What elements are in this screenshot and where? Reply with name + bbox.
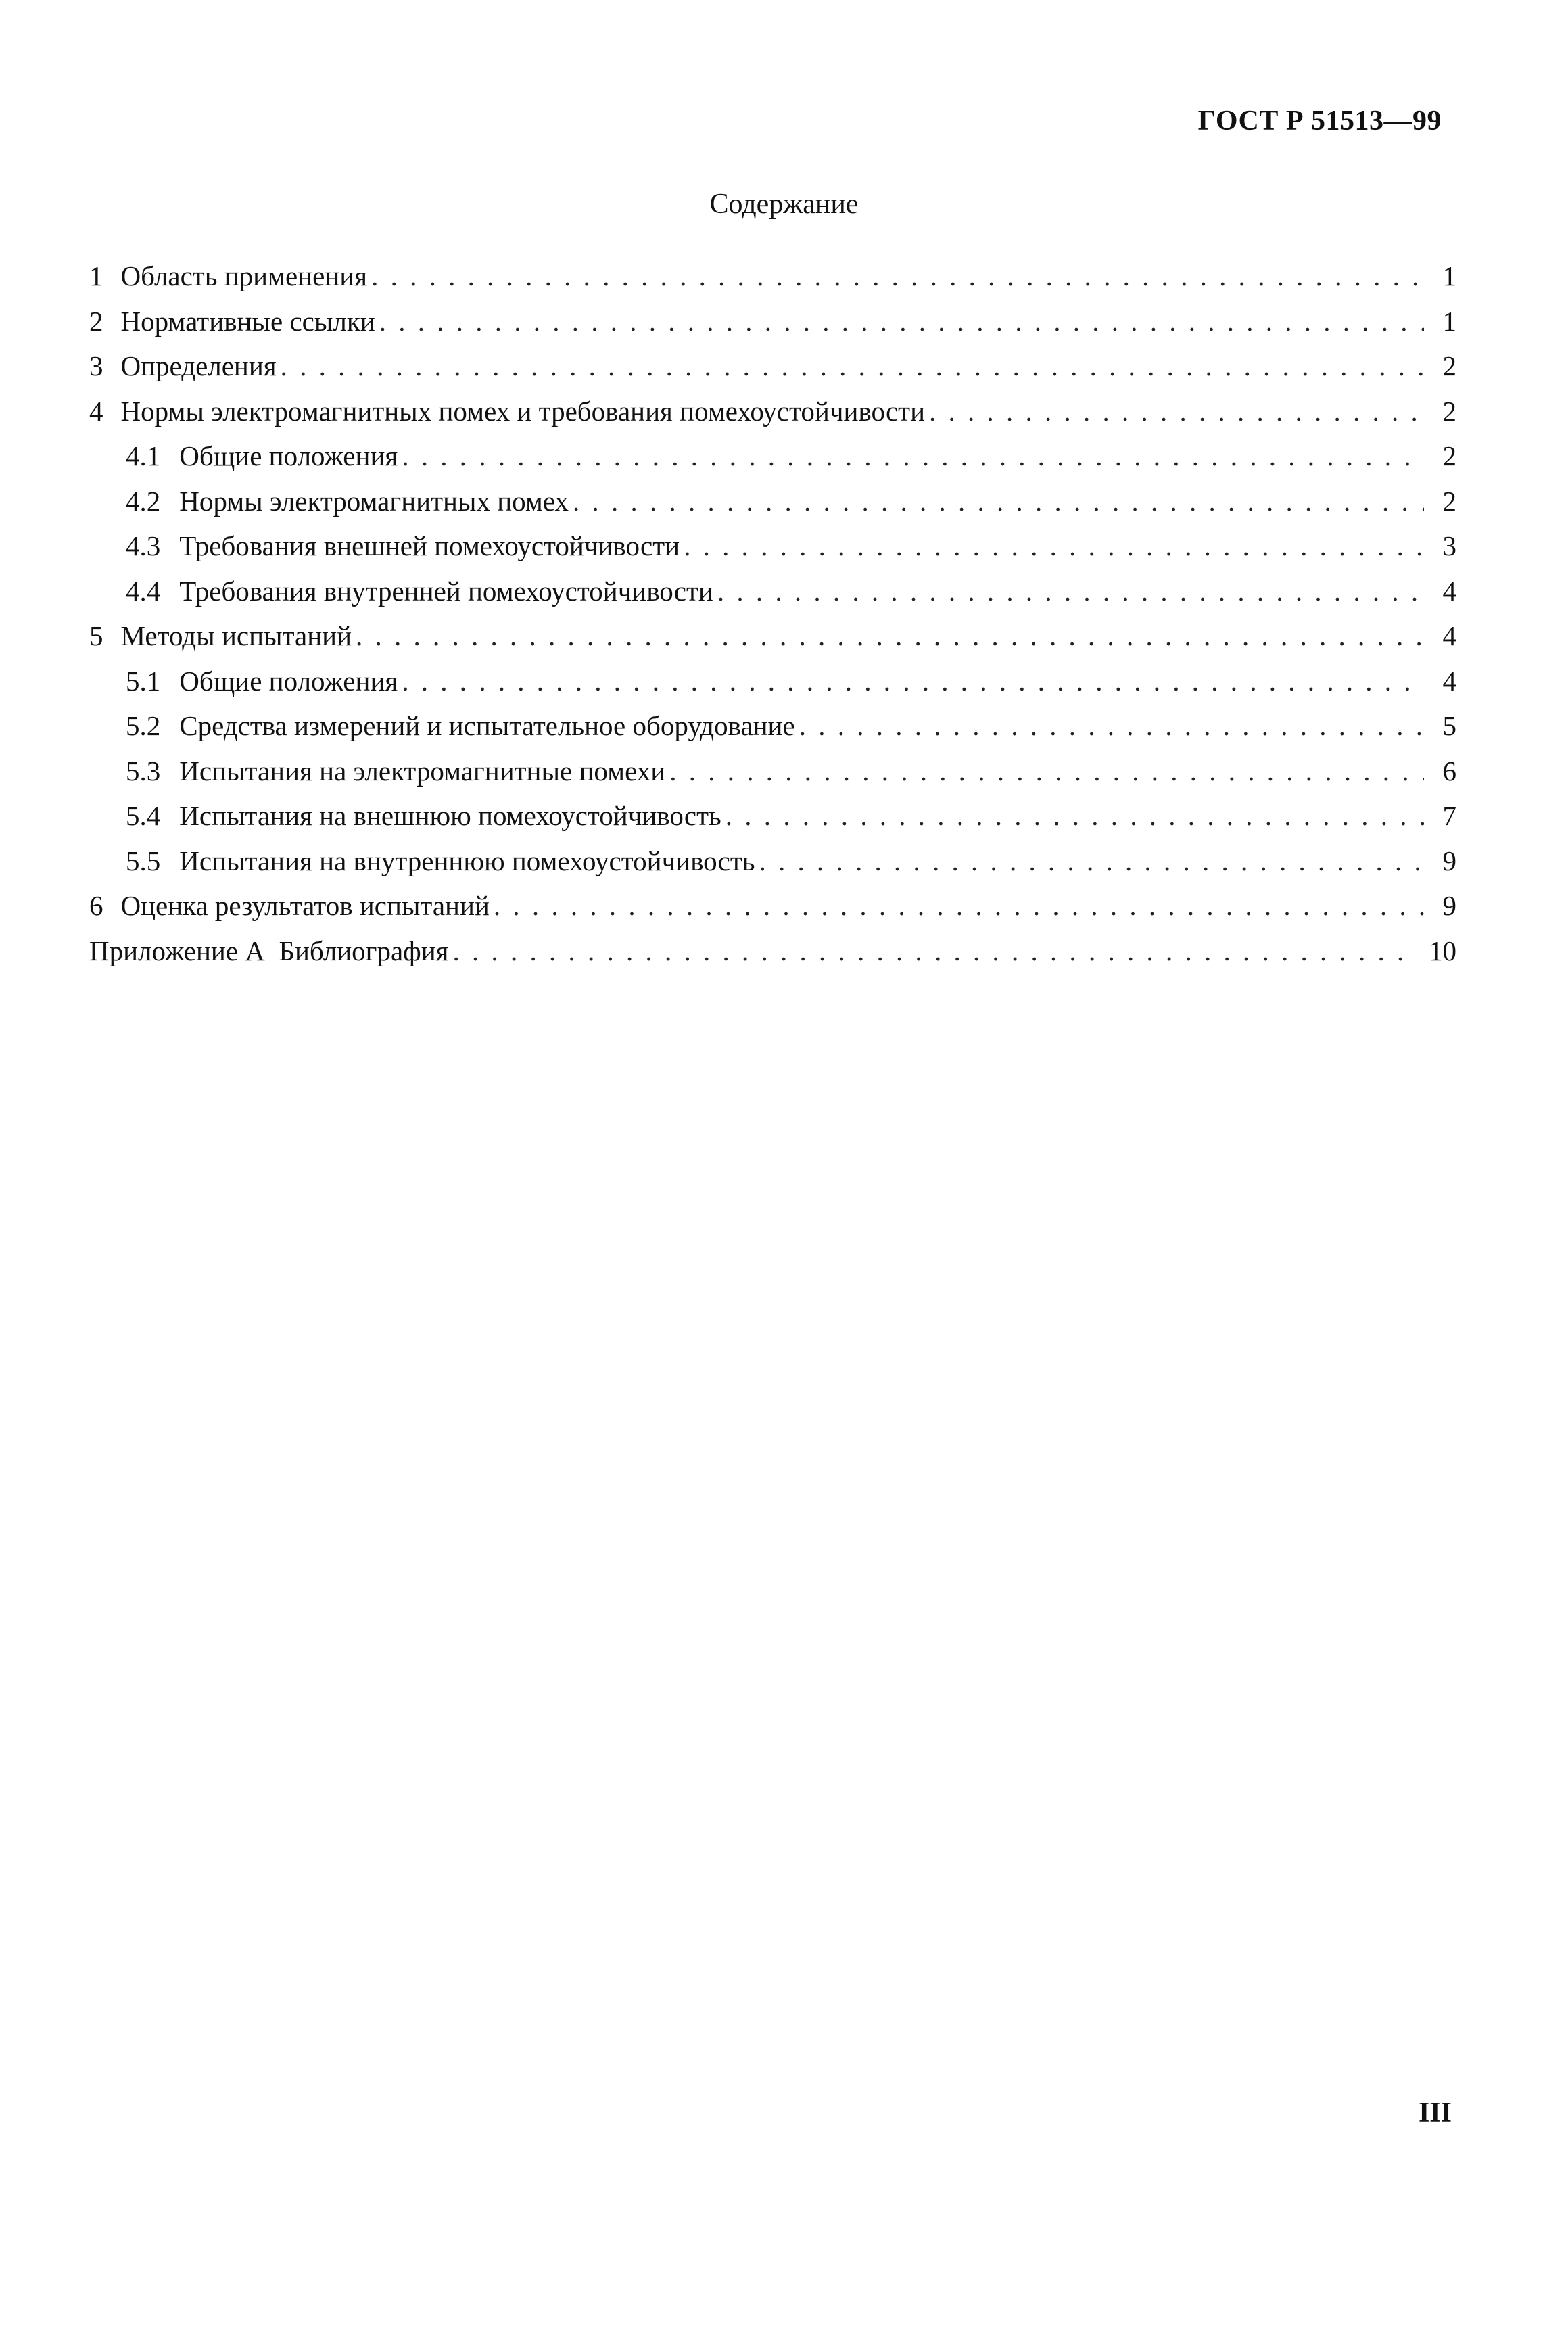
toc-entry-number: 4.4 [126,575,161,607]
toc-entry-label: Оценка результатов испытаний [120,890,490,921]
dot-leader [402,659,1424,703]
toc-entry-number: 4 [89,395,103,427]
toc-entry-label: Испытания на электромагнитные помехи [179,755,666,787]
dot-leader [799,703,1424,748]
toc-entry-4-1[interactable] [89,434,1456,479]
toc-entry-page: 1 [1442,260,1456,291]
toc-entry-5[interactable] [89,613,1456,659]
toc-entry-number: 5.4 [126,800,161,831]
dot-leader [281,344,1424,388]
toc-entry-6[interactable] [89,883,1456,929]
toc-entry-page: 4 [1442,620,1456,651]
toc-entry-label: Испытания на внешнюю помехоустойчивость [179,800,721,831]
toc-entry-label: Методы испытаний [120,620,352,651]
toc-entry-number: 1 [89,260,103,291]
toc-entry-page: 4 [1442,665,1456,697]
toc-entry-page: 2 [1442,440,1456,471]
toc-entry-page: 9 [1442,845,1456,876]
dot-leader [684,523,1424,568]
toc-entry-number: 2 [89,305,103,337]
dot-leader [453,929,1417,973]
toc-entry-number: 5.5 [126,845,161,876]
toc-entry-4-4[interactable] [89,569,1456,614]
document-code: ГОСТ Р 51513—99 [1197,106,1442,137]
toc-entry-page: 6 [1442,755,1456,787]
toc-entry-label: Нормы электромагнитных помех и требования помехоустойчивости [120,395,926,427]
toc-entry-number: 4.3 [126,530,161,561]
toc-entry-4-2[interactable] [89,479,1456,524]
toc-entry-page: 9 [1442,890,1456,921]
toc-entry-label: Средства измерений и испытательное оборудование [179,710,795,741]
toc-entry-label: Общие положения [179,665,398,697]
dot-leader [573,479,1424,523]
dot-leader [669,749,1424,793]
toc-entry-appendix-a[interactable] [89,929,1456,974]
toc-entry-label: Приложение А Библиография [89,935,449,966]
toc-title: Содержание [709,189,859,220]
toc-entry-label: Нормативные ссылки [120,305,375,337]
toc-entry-page: 2 [1442,350,1456,381]
toc-entry-label: Область применения [120,260,368,291]
toc-entry-5-1[interactable] [89,659,1456,704]
toc-entry-number: 5.3 [126,755,161,787]
table-of-contents [89,254,1456,973]
toc-entry-page: 2 [1442,485,1456,517]
dot-leader [379,299,1424,344]
toc-entry-5-3[interactable] [89,749,1456,794]
toc-entry-label: Определения [120,350,277,381]
toc-entry-4[interactable] [89,389,1456,434]
dot-leader [726,793,1424,838]
dot-leader [494,883,1424,928]
toc-entry-5-5[interactable] [89,839,1456,884]
dot-leader [356,613,1424,658]
toc-entry-page: 10 [1429,935,1456,966]
page-number: III [1418,2097,1452,2128]
toc-entry-page: 2 [1442,395,1456,427]
toc-entry-2[interactable] [89,299,1456,344]
toc-entry-page: 7 [1442,800,1456,831]
toc-entry-3[interactable] [89,344,1456,389]
toc-entry-page: 3 [1442,530,1456,561]
toc-entry-1[interactable] [89,254,1456,299]
dot-leader [402,434,1424,478]
toc-entry-number: 6 [89,890,103,921]
toc-entry-4-3[interactable] [89,523,1456,569]
toc-entry-page: 1 [1442,305,1456,337]
toc-entry-5-4[interactable] [89,793,1456,839]
toc-entry-page: 4 [1442,575,1456,607]
toc-entry-number: 5 [89,620,103,651]
toc-entry-label: Нормы электромагнитных помех [179,485,569,517]
toc-entry-label: Требования внутренней помехоустойчивости [179,575,713,607]
dot-leader [759,839,1424,883]
toc-entry-number: 5.2 [126,710,161,741]
toc-entry-label: Требования внешней помехоустойчивости [179,530,680,561]
toc-entry-number: 5.1 [126,665,161,697]
toc-entry-number: 3 [89,350,103,381]
dot-leader [371,254,1424,298]
toc-entry-number: 4.1 [126,440,161,471]
toc-entry-page: 5 [1442,710,1456,741]
toc-entry-number: 4.2 [126,485,161,517]
dot-leader [717,569,1424,613]
toc-entry-5-2[interactable] [89,703,1456,749]
dot-leader [929,389,1424,434]
toc-entry-label: Испытания на внутреннюю помехоустойчивость [179,845,755,876]
toc-entry-label: Общие положения [179,440,398,471]
